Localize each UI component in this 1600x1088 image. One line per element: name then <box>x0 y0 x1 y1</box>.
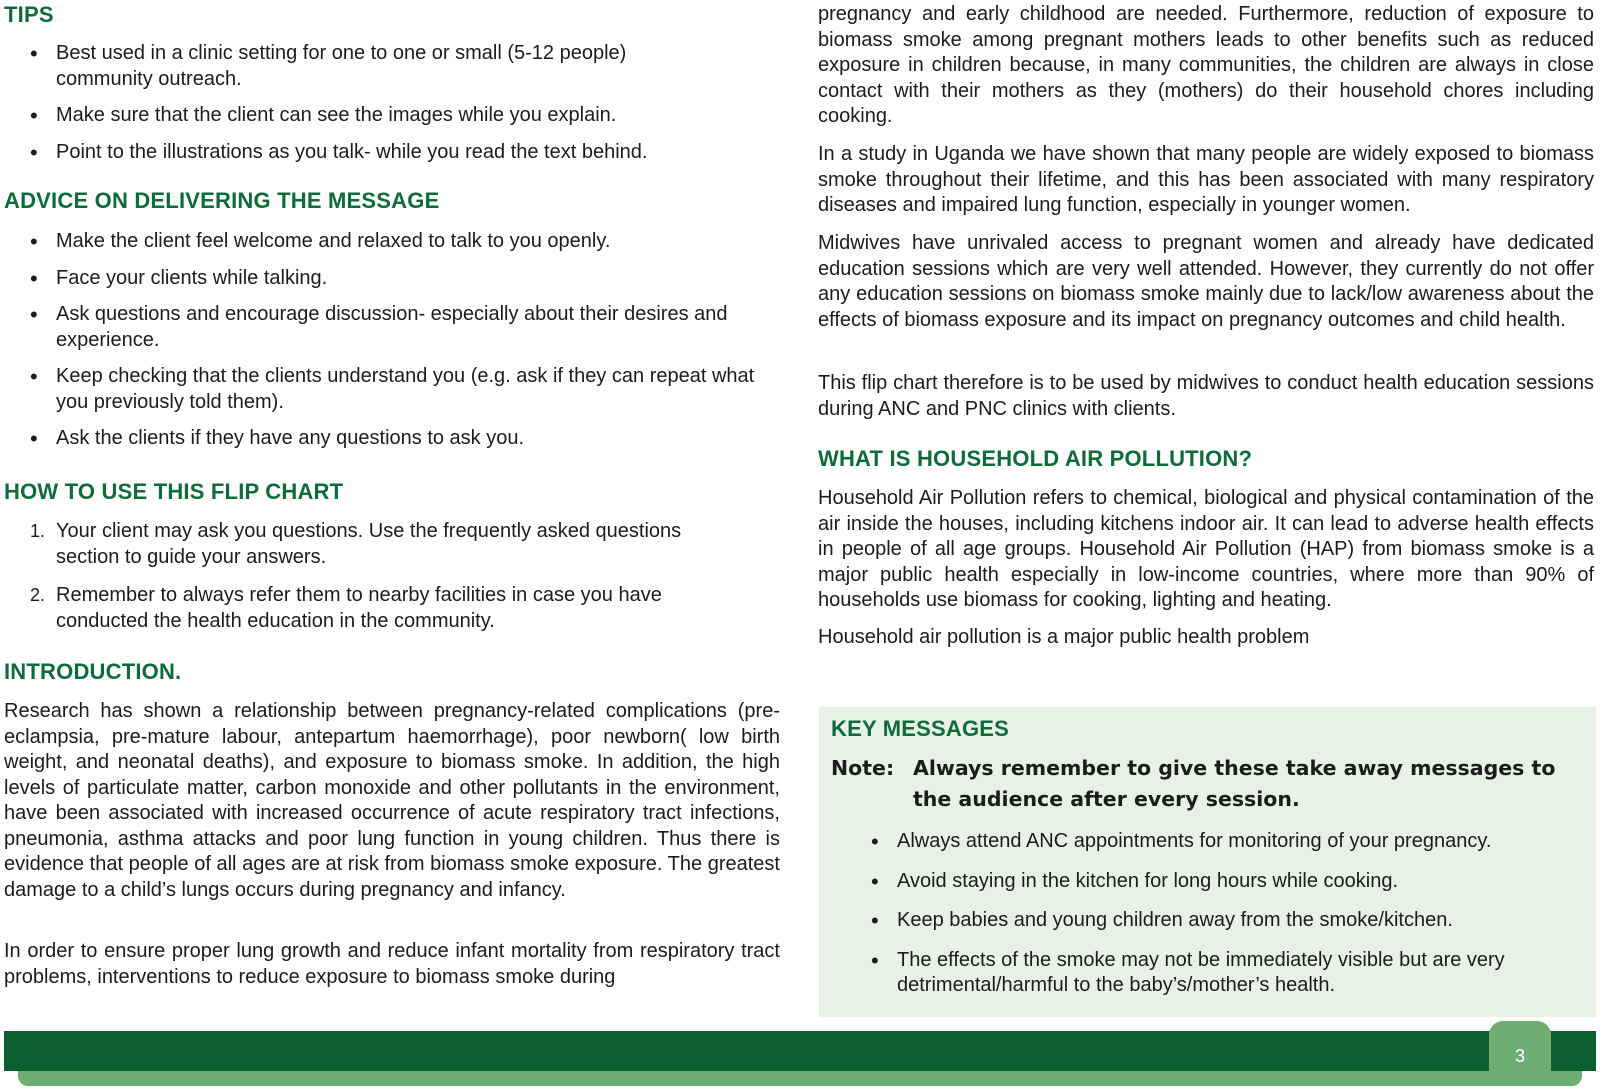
howto-heading: HOW TO USE THIS FLIP CHART <box>4 479 344 504</box>
intro-paragraph-4: Midwives have unrivaled access to pregnant women and already have dedicated education sessions which are very well attended. However, they currently do not offer any education sessions on biomass smoke mainly due to lack/low awareness about the effects of biomass exposure and its impact on pregnancy outcomes and child health. <box>818 232 1594 331</box>
page-number: 3 <box>1514 1046 1525 1066</box>
tips-list <box>4 41 704 165</box>
list-item: • Ask questions and encourage discussion- especially about their desires and experience. <box>4 302 764 353</box>
hap-heading: WHAT IS HOUSEHOLD AIR POLLUTION? <box>818 446 1253 471</box>
list-item <box>4 583 724 634</box>
list-item: • Always attend ANC appointments for monitoring of your pregnancy. <box>845 829 1565 855</box>
footer-band-dark <box>4 1031 1596 1071</box>
list-item: • Make the client feel welcome and relaxed to talk to you openly. <box>4 229 764 255</box>
hap-paragraph-2: Household air pollution is a major public health problem <box>818 626 1310 648</box>
advice-list <box>4 229 764 452</box>
list-item: • Ask the clients if they have any questions to ask you. <box>4 426 764 452</box>
list-item: • Avoid staying in the kitchen for long hours while cooking. <box>845 869 1565 895</box>
list-text: Your client may ask you questions. Use the frequently asked questions section to guide your answers. <box>56 520 682 568</box>
list-item: • Point to the illustrations as you talk- while you read the text behind. <box>4 140 704 166</box>
intro-paragraph-3: In a study in Uganda we have shown that many people are widely exposed to biomass smoke throughout their lifetime, and this has been associated with many respiratory diseases and impaired lung function, especially in younger women. <box>818 143 1594 216</box>
list-item: • Keep babies and young children away from the smoke/kitchen. <box>845 908 1565 934</box>
list-item <box>4 519 724 570</box>
list-item: • The effects of the smoke may not be immediately visible but are very detrimental/harmful to the baby’s/mother’s health. <box>845 948 1565 999</box>
key-messages-heading: KEY MESSAGES <box>831 716 1010 741</box>
intro-paragraph-1: Research has shown a relationship between pregnancy-related complications (pre-eclampsia, pre-mature labour, antepartum haemorrhage), poor newborn( low birth weight, and neonatal deaths), and exposure to biomass smoke. In addition, the high levels of particulate matter, carbon monoxide and other pollutants in the environment, have been associated with increased occurrence of acute respiratory tract infections, pneumonia, asthma attacks and poor lung function in young children. Thus there is evidence that people of all ages are at risk from biomass smoke exposure. The greatest damage to a child’s lungs occurs during pregnancy and infancy. <box>4 700 780 901</box>
list-text: Remember to always refer them to nearby facilities in case you have conducted the health education in the community. <box>56 584 662 632</box>
intro-paragraph-2-continued: pregnancy and early childhood are needed. Furthermore, reduction of exposure to biomass smoke among pregnant mothers leads to other benefits such as reduced exposure in children because, in many communities, the children are always in close contact with their mothers as they (mothers) do their household chores including cooking. <box>818 3 1594 127</box>
hap-paragraph-1: Household Air Pollution refers to chemical, biological and physical contamination of the air inside the houses, including kitchens indoor air. It can lead to adverse health effects in people of all age groups. Household Air Pollution (HAP) from biomass smoke is a major public health especially in low-income countries, where more than 90% of households use biomass for cooking, lighting and heating. <box>818 487 1594 611</box>
key-messages-box <box>819 707 1596 1017</box>
note-label: Note: <box>831 756 895 780</box>
list-item: • Make sure that the client can see the images while you explain. <box>4 103 704 129</box>
key-messages-note <box>831 753 1581 815</box>
tips-heading: TIPS <box>4 2 54 27</box>
list-number: 2. <box>30 585 46 605</box>
list-item: • Keep checking that the clients understand you (e.g. ask if they can repeat what you previously told them). <box>4 364 764 415</box>
list-item: • Face your clients while talking. <box>4 266 764 292</box>
intro-paragraph-5: This flip chart therefore is to be used by midwives to conduct health education sessions during ANC and PNC clinics with clients. <box>818 372 1594 420</box>
list-item: • Best used in a clinic setting for one to one or small (5-12 people) community outreach. <box>4 41 704 92</box>
list-number: 1. <box>30 521 46 541</box>
intro-heading: INTRODUCTION. <box>4 659 182 684</box>
key-messages-list <box>845 829 1565 999</box>
note-text: Always remember to give these take away messages to the audience after every session. <box>913 756 1556 811</box>
intro-paragraph-2: In order to ensure proper lung growth and reduce infant mortality from respiratory tract problems, interventions to reduce exposure to biomass smoke during <box>4 940 780 988</box>
advice-heading: ADVICE ON DELIVERING THE MESSAGE <box>4 188 440 213</box>
howto-list <box>4 519 724 634</box>
